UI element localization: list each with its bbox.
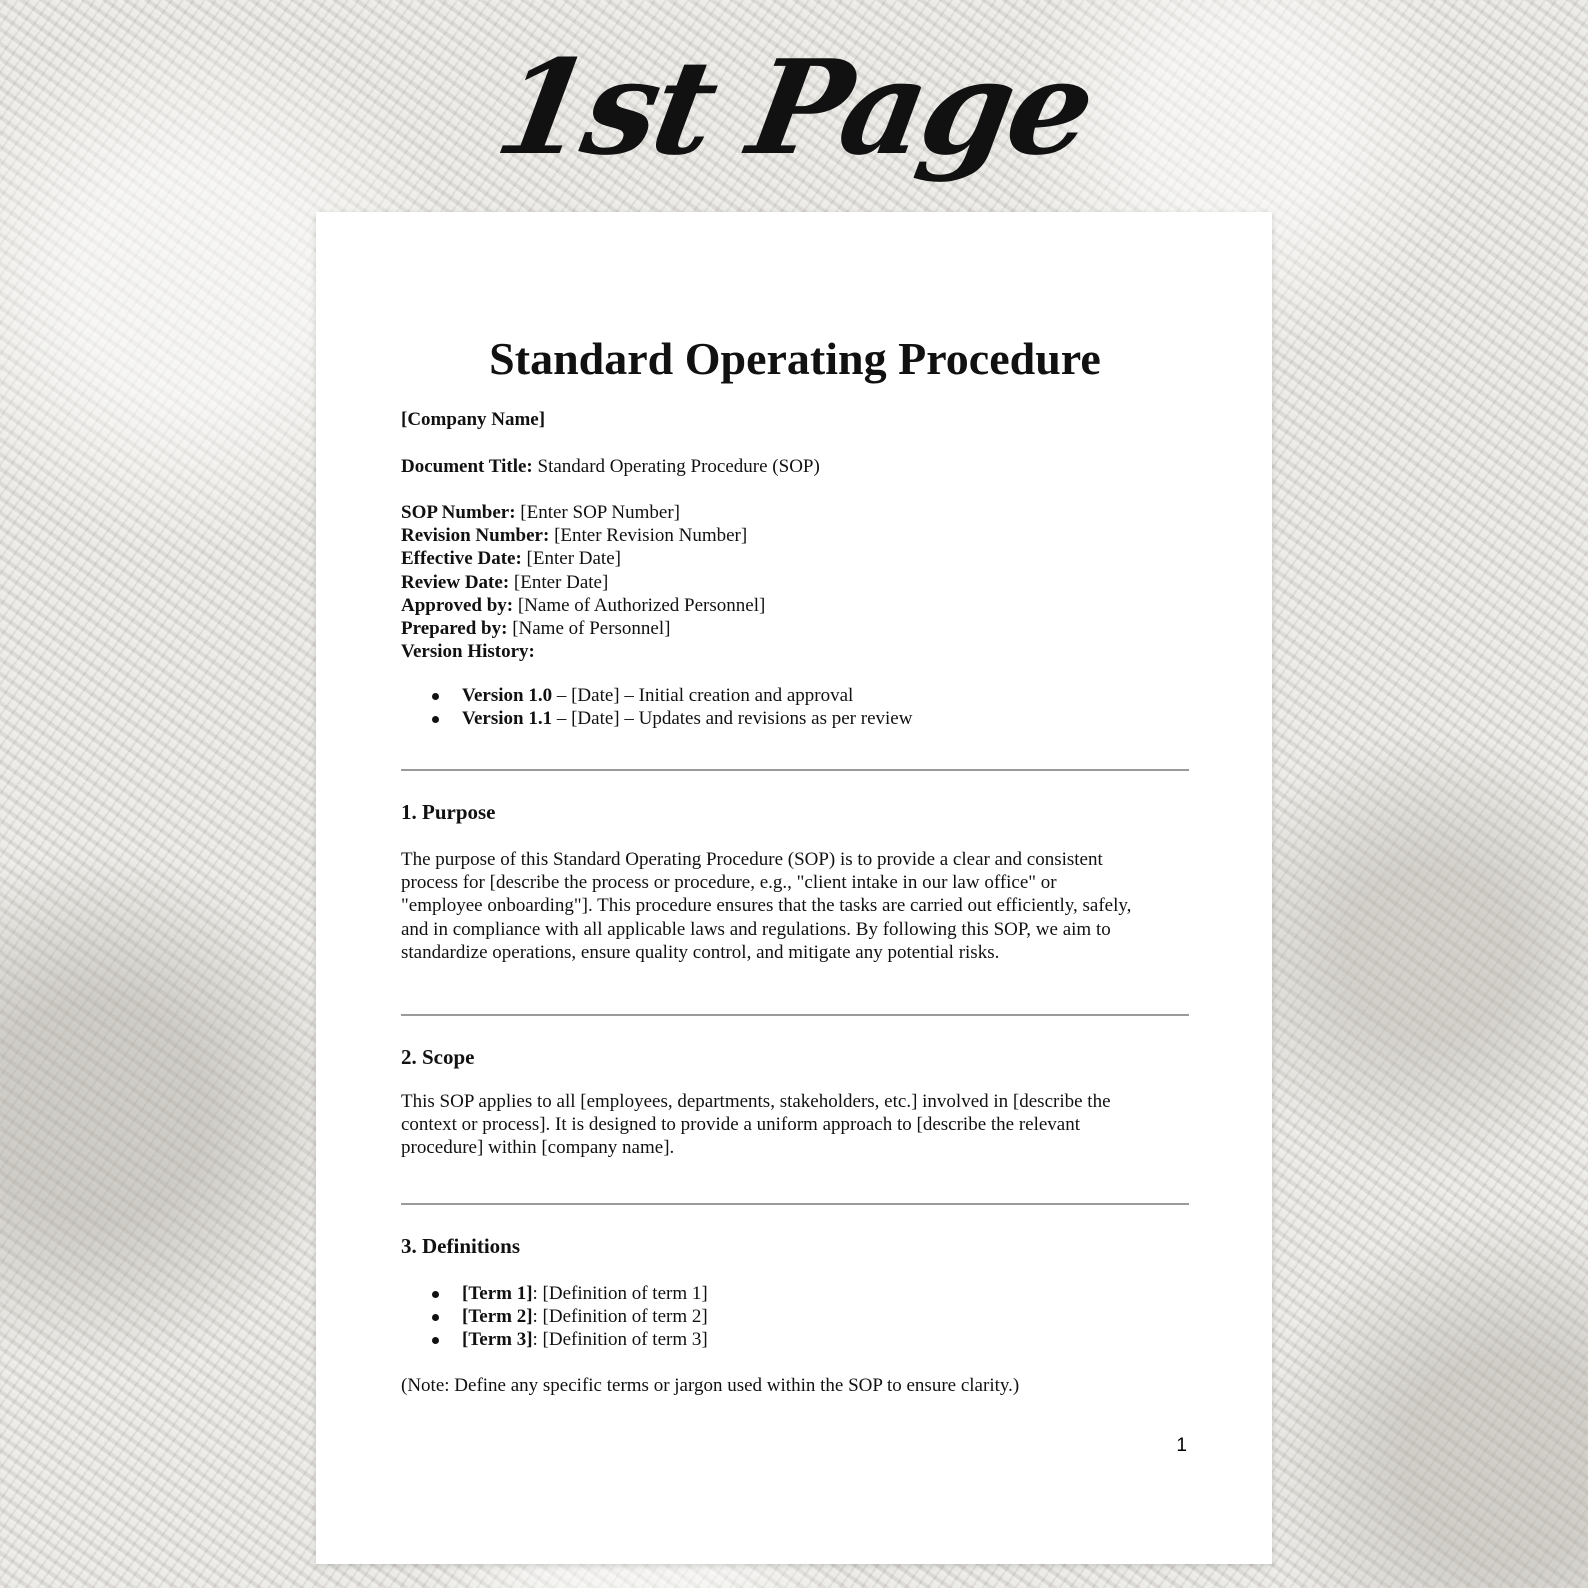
list-item (401, 1328, 708, 1351)
section-heading-scope: 2. Scope (401, 1045, 475, 1069)
bullet-icon (432, 1337, 439, 1344)
section-heading-definitions: 3. Definitions (401, 1234, 521, 1258)
term-definition: : [Definition of term 1] (532, 1283, 708, 1304)
term-definition: : [Definition of term 2] (532, 1306, 708, 1328)
field-value: [Name of Authorized Personnel] (513, 594, 766, 616)
paragraph-line: The purpose of this Standard Operating Procedure (SOP) is to provide a clear and consistent (401, 849, 1103, 870)
version-text: – [Date] – Updates and revisions as per review (552, 708, 913, 730)
document-title-field (401, 455, 820, 478)
list-item (401, 1305, 708, 1328)
bullet-icon (432, 1291, 439, 1298)
scope-paragraph (401, 1090, 1189, 1160)
term-definition: : [Definition of term 3] (532, 1329, 708, 1351)
field-review-date (401, 571, 765, 594)
list-item (401, 707, 912, 730)
purpose-paragraph (401, 848, 1189, 964)
field-value: [Name of Personnel] (507, 618, 671, 640)
paragraph-line: procedure] within [company name]. (401, 1137, 675, 1159)
field-label: Effective Date: (401, 548, 522, 570)
section-divider (401, 1203, 1189, 1205)
field-value: [Enter Revision Number] (549, 525, 748, 547)
company-name: [Company Name] (401, 409, 546, 430)
field-prepared-by (401, 617, 765, 640)
section-heading-purpose: 1. Purpose (401, 800, 496, 824)
field-value: Standard Operating Procedure (SOP) (532, 456, 820, 477)
bullet-icon (432, 716, 439, 723)
field-label: SOP Number: (401, 502, 516, 523)
metadata-fields (401, 501, 765, 663)
section-divider (401, 1014, 1189, 1016)
field-effective-date (401, 547, 765, 570)
version-list (401, 684, 912, 730)
document-page (316, 212, 1272, 1564)
field-value: [Enter Date] (521, 548, 621, 570)
field-label: Document Title: (401, 456, 533, 477)
field-revision-number (401, 524, 765, 547)
version-label: Version 1.0 (462, 685, 553, 706)
definitions-list (401, 1282, 708, 1352)
document-title: Standard Operating Procedure (489, 333, 1101, 384)
section-divider (401, 769, 1189, 771)
field-label: Prepared by: (401, 618, 508, 640)
field-value: [Enter SOP Number] (515, 502, 680, 523)
paragraph-line: standardize operations, ensure quality control, and mitigate any potential risks. (401, 941, 1000, 963)
version-label: Version 1.1 (462, 708, 553, 730)
version-text: – [Date] – Initial creation and approval (552, 685, 854, 706)
definitions-note: (Note: Define any specific terms or jargon used within the SOP to ensure clarity.) (401, 1375, 1020, 1396)
field-label: Approved by: (401, 594, 514, 616)
field-approved-by (401, 594, 765, 617)
paragraph-line: context or process]. It is designed to provide a uniform approach to [describe the relevant (401, 1114, 1081, 1136)
field-label: Review Date: (401, 571, 510, 593)
paragraph-line: "employee onboarding"]. This procedure ensures that the tasks are carried out efficiently, safely, (401, 895, 1132, 917)
bullet-icon (432, 1314, 439, 1321)
paragraph-line: and in compliance with all applicable laws and regulations. By following this SOP, we aim to (401, 918, 1111, 940)
bullet-icon (432, 693, 439, 700)
paragraph-line: process for [describe the process or procedure, e.g., "client intake in our law office" or (401, 872, 1057, 894)
term-label: [Term 3] (462, 1329, 533, 1351)
term-label: [Term 1] (462, 1283, 533, 1304)
field-value: [Enter Date] (509, 571, 609, 593)
page-number: 1 (1176, 1435, 1187, 1456)
field-label: Revision Number: (401, 525, 550, 547)
paragraph-line: This SOP applies to all [employees, departments, stakeholders, etc.] involved in [describe the (401, 1091, 1111, 1112)
field-sop-number (401, 501, 765, 524)
list-item (401, 1282, 708, 1305)
version-history-label: Version History: (401, 641, 535, 663)
list-item (401, 684, 912, 707)
banner-title: 1st Page (485, 31, 1103, 184)
term-label: [Term 2] (462, 1306, 533, 1328)
